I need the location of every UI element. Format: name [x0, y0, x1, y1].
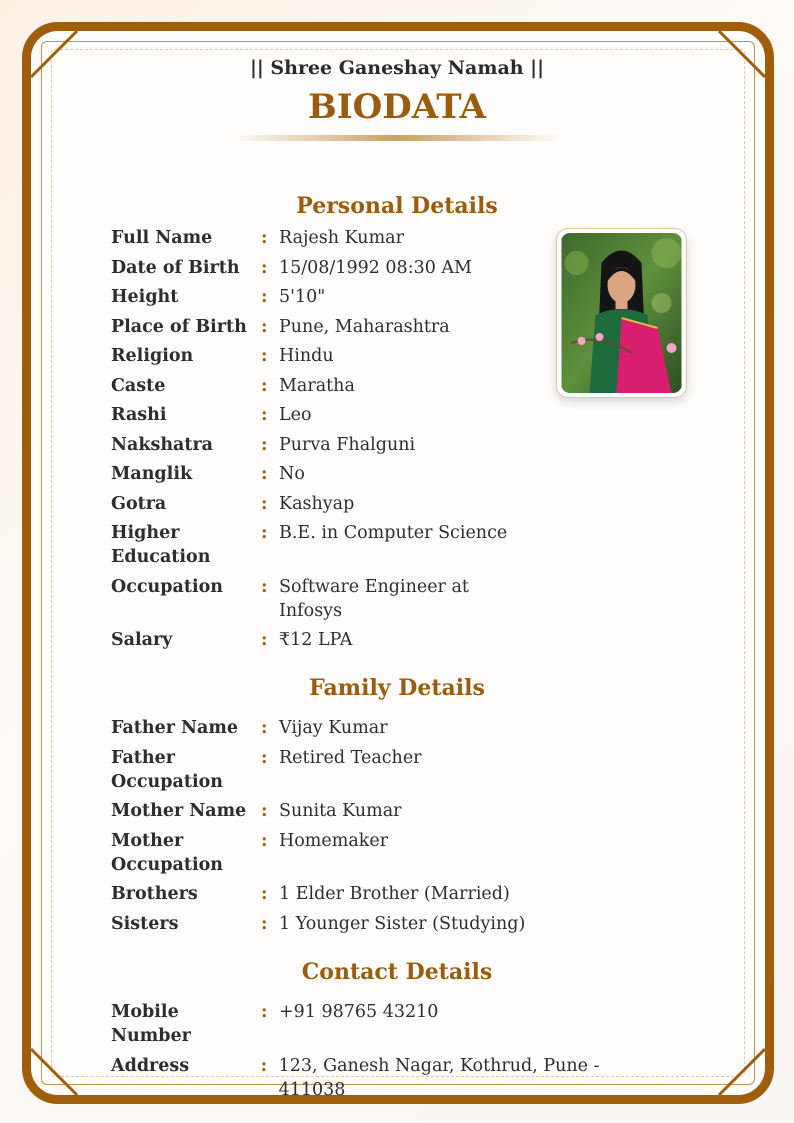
detail-value: Homemaker	[279, 830, 389, 851]
detail-label: Manglik	[111, 464, 193, 484]
detail-row	[111, 1000, 671, 1048]
detail-row	[111, 575, 671, 623]
family-details-list	[111, 716, 671, 941]
detail-colon: :	[261, 913, 268, 934]
detail-colon: :	[261, 493, 268, 514]
detail-row	[111, 403, 671, 427]
detail-label: Mobile Number	[111, 1002, 191, 1046]
detail-label: Father Occupation	[111, 747, 223, 792]
detail-row	[111, 628, 671, 652]
detail-colon: :	[261, 287, 268, 307]
detail-value: 15/08/1992 08:30 AM	[279, 257, 472, 278]
detail-value: Vijay Kumar	[279, 718, 388, 738]
detail-label: Sisters	[111, 913, 179, 934]
detail-colon: :	[261, 884, 268, 904]
detail-value: 123, Ganesh Nagar, Kothrud, Pune - 411038	[278, 1055, 600, 1100]
detail-row	[111, 912, 671, 936]
detail-label: Religion	[111, 346, 194, 366]
detail-value: Leo	[279, 405, 312, 425]
detail-value: ₹12 LPA	[279, 630, 353, 650]
detail-label: Nakshatra	[111, 434, 214, 455]
profile-photo	[556, 228, 687, 398]
detail-colon: :	[261, 830, 268, 851]
page-title: BIODATA	[307, 87, 487, 127]
title-divider	[232, 135, 562, 141]
corner-ornament-icon	[709, 1039, 769, 1099]
detail-value: No	[279, 464, 305, 484]
detail-label: Place of Birth	[111, 316, 247, 337]
detail-row	[111, 716, 671, 740]
detail-value: Purva Fhalguni	[279, 434, 416, 455]
detail-colon: :	[261, 523, 268, 543]
detail-row	[111, 746, 671, 794]
detail-colon: :	[261, 464, 268, 484]
detail-colon: :	[261, 576, 268, 597]
detail-colon: :	[261, 434, 268, 455]
detail-value: Pune, Maharashtra	[279, 316, 450, 337]
contact-details-heading: Contact Details	[301, 959, 493, 985]
family-details-heading: Family Details	[309, 675, 485, 701]
detail-label: Address	[111, 1055, 190, 1076]
detail-colon: :	[261, 718, 268, 738]
detail-row	[111, 492, 671, 516]
detail-colon: :	[261, 1002, 268, 1022]
detail-row	[111, 521, 671, 569]
detail-colon: :	[261, 316, 268, 337]
detail-value: Hindu	[279, 346, 334, 366]
detail-colon: :	[261, 405, 268, 425]
detail-value: Retired Teacher	[279, 747, 422, 768]
detail-label: Occupation	[111, 576, 223, 597]
detail-colon: :	[261, 228, 268, 248]
detail-value: 1 Younger Sister (Studying)	[279, 913, 526, 934]
profile-photo-image	[561, 233, 682, 393]
detail-row	[111, 829, 671, 877]
detail-label: Date of Birth	[111, 257, 240, 278]
corner-ornament-icon	[27, 1039, 87, 1099]
detail-value: Kashyap	[279, 493, 355, 514]
invocation-text: || Shree Ganeshay Namah ||	[249, 57, 545, 79]
detail-colon: :	[261, 257, 268, 278]
detail-colon: :	[261, 801, 268, 821]
detail-colon: :	[261, 375, 268, 396]
detail-value: Software Engineer at Infosys	[279, 576, 469, 621]
detail-value: 1 Elder Brother (Married)	[279, 884, 510, 904]
detail-colon: :	[261, 346, 268, 366]
detail-value: 5'10"	[279, 287, 326, 307]
detail-label: Height	[111, 287, 179, 307]
detail-row	[111, 882, 671, 906]
detail-row	[111, 799, 671, 823]
detail-label: Gotra	[111, 493, 167, 514]
detail-label: Mother Occupation	[111, 830, 223, 875]
header	[0, 55, 794, 141]
personal-details-heading: Personal Details	[296, 193, 498, 219]
detail-label: Father Name	[111, 718, 239, 738]
detail-label: Mother Name	[111, 801, 247, 821]
detail-row	[111, 1054, 671, 1102]
detail-row	[111, 433, 671, 457]
contact-details-list	[111, 1000, 671, 1107]
detail-colon: :	[261, 747, 268, 768]
detail-label: Higher Education	[111, 523, 211, 567]
detail-label: Brothers	[111, 884, 198, 904]
detail-colon: :	[261, 630, 268, 650]
detail-label: Full Name	[111, 228, 213, 248]
detail-label: Caste	[111, 375, 166, 396]
detail-colon: :	[260, 1055, 268, 1076]
detail-label: Rashi	[111, 405, 167, 425]
detail-value: Maratha	[279, 375, 355, 396]
detail-row	[111, 462, 671, 486]
detail-value: Sunita Kumar	[279, 801, 402, 821]
detail-label: Salary	[111, 630, 173, 650]
detail-value: B.E. in Computer Science	[279, 523, 508, 543]
detail-value: Rajesh Kumar	[279, 228, 404, 248]
detail-value: +91 98765 43210	[279, 1002, 439, 1022]
